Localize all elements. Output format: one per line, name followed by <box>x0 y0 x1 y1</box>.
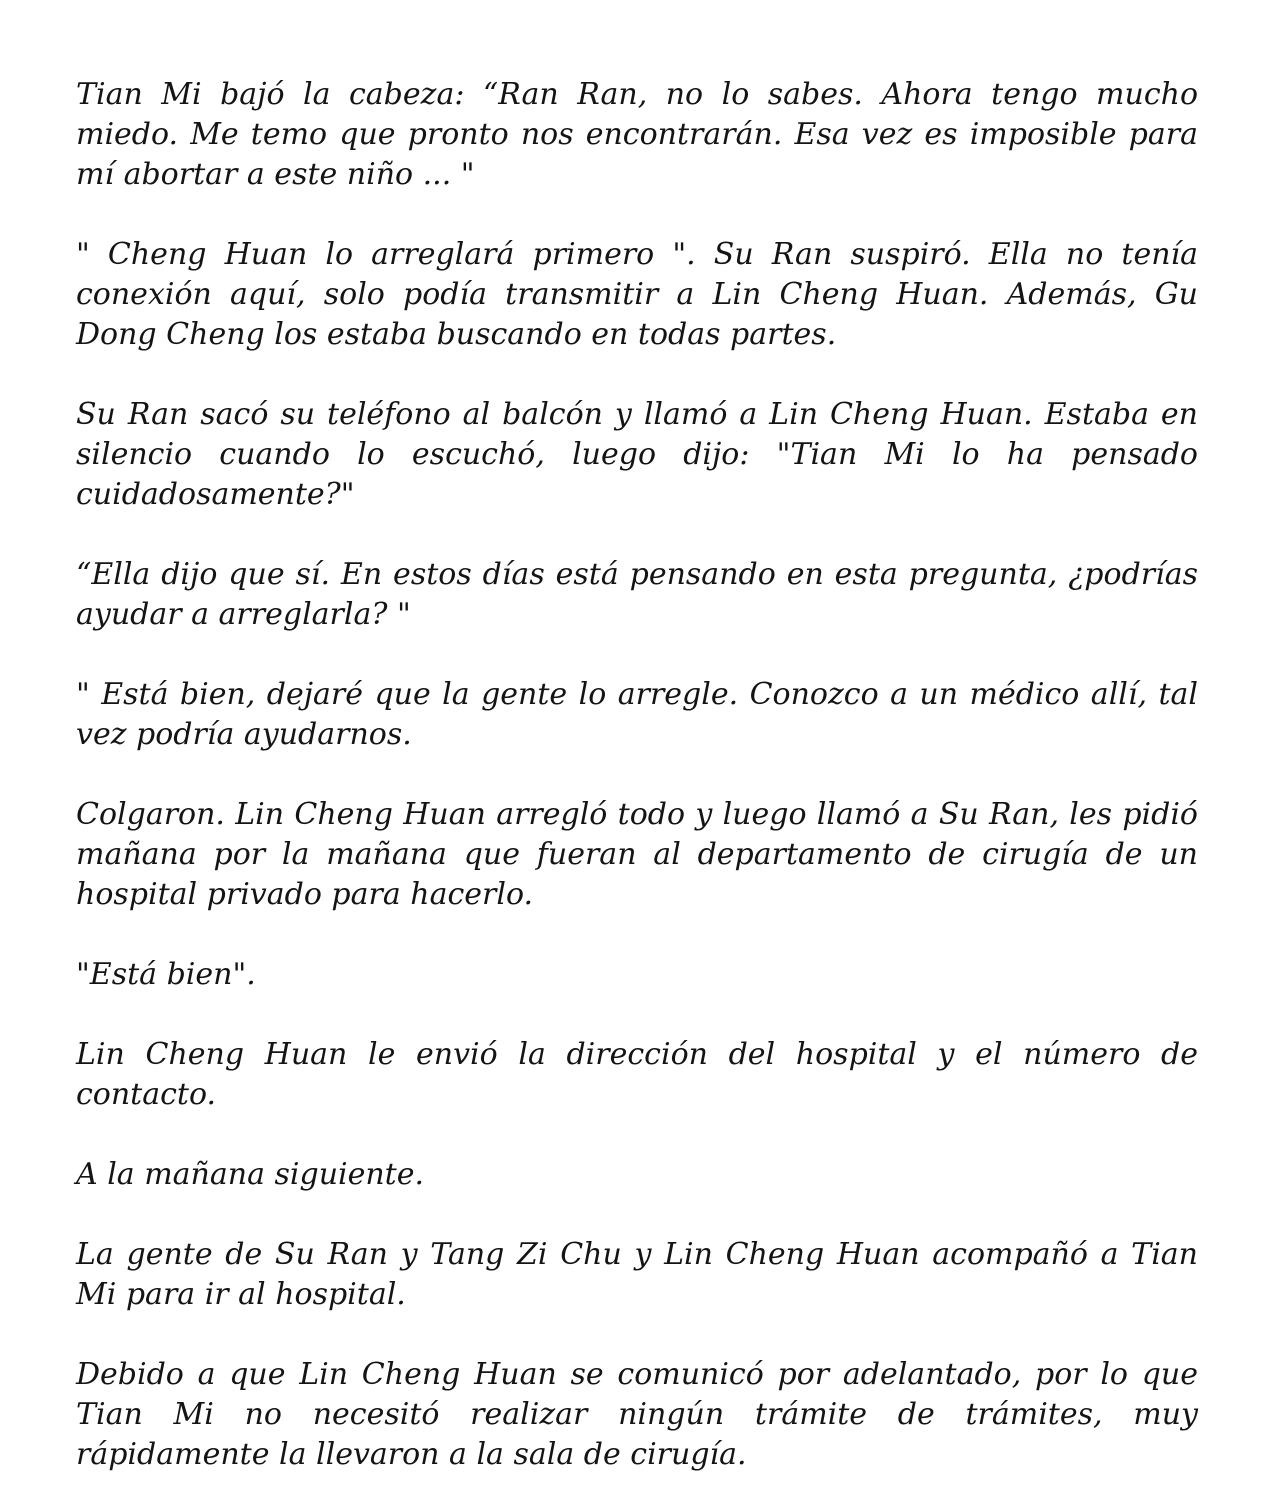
paragraph: Lin Cheng Huan le envió la dirección del hospital y el número de contacto. <box>76 1037 1198 1112</box>
paragraph: "Está bien". <box>76 957 256 992</box>
paragraph: La gente de Su Ran y Tang Zi Chu y Lin Cheng Huan acompañó a Tian Mi para ir al hospital. <box>76 1237 1198 1312</box>
paragraph: Su Ran sacó su teléfono al balcón y llamó a Lin Cheng Huan. Estaba en silencio cuando lo escuchó, luego dijo: "Tian Mi lo ha pensado cuidadosamente?" <box>76 397 1198 512</box>
paragraph: " Está bien, dejaré que la gente lo arregle. Conozco a un médico allí, tal vez podría ayudarnos. <box>76 677 1198 752</box>
paragraph: Debido a que Lin Cheng Huan se comunicó por adelantado, por lo que Tian Mi no necesitó realizar ningún trámite de trámites, muy rápidamente la llevaron a la sala de cirugía. <box>76 1357 1198 1472</box>
document-body <box>76 75 1198 1475</box>
paragraph: Colgaron. Lin Cheng Huan arregló todo y luego llamó a Su Ran, les pidió mañana por la mañana que fueran al departamento de cirugía de un hospital privado para hacerlo. <box>76 797 1198 912</box>
paragraph: " Cheng Huan lo arreglará primero ". Su Ran suspiró. Ella no tenía conexión aquí, solo podía transmitir a Lin Cheng Huan. Además, Gu Dong Cheng los estaba buscando en todas partes. <box>76 237 1198 352</box>
paragraph: Tian Mi bajó la cabeza: “Ran Ran, no lo sabes. Ahora tengo mucho miedo. Me temo que pronto nos encontrarán. Esa vez es imposible para mí abortar a este niño ... " <box>76 77 1198 192</box>
paragraph: A la mañana siguiente. <box>76 1157 425 1192</box>
paragraph: “Ella dijo que sí. En estos días está pensando en esta pregunta, ¿podrías ayudar a arreglarla? " <box>76 557 1198 632</box>
